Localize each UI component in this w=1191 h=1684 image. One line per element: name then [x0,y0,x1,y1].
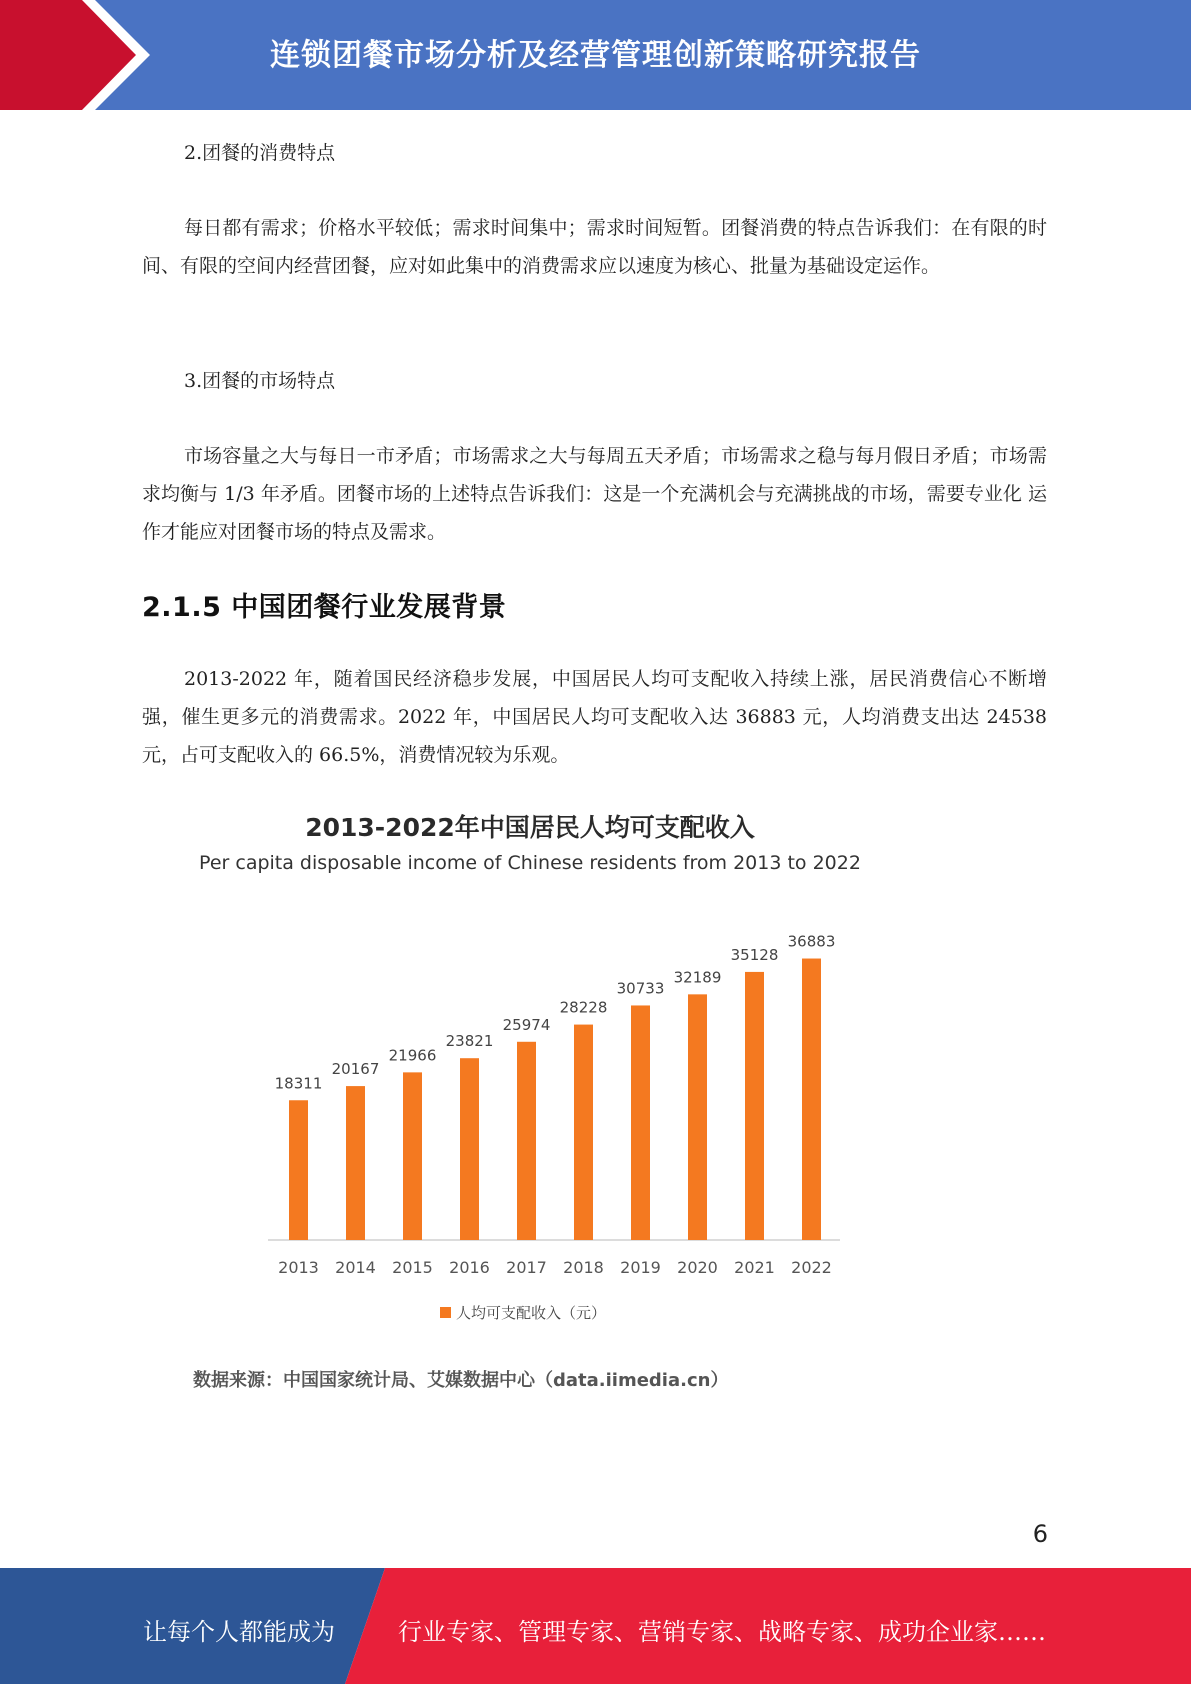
bar-2018 [574,1025,593,1240]
data-label-2013: 18311 [274,1074,323,1093]
bar-2015 [403,1072,422,1240]
footer-slogan-left: 让每个人都能成为 [143,1618,335,1646]
x-tick-2021: 2021 [734,1258,775,1277]
data-label-2015: 21966 [388,1046,437,1065]
section-heading: 2.1.5 中国团餐行业发展背景 [142,592,507,623]
data-label-2016: 23821 [445,1032,494,1051]
x-tick-2013: 2013 [278,1258,319,1277]
report-title: 连锁团餐市场分析及经营管理创新策略研究报告 [270,38,921,73]
paragraph-background: 2013-2022 年，随着国民经济稳步发展，中国居民人均可支配收入持续上涨，居民消费信心不断增强，催生更多元的消费需求。2022 年，中国居民人均可支配收入达 36883 元，人均消费支出达 24538 元，占可支配收入的 66.5%，消费情况较为乐观。 [142,668,1047,766]
bar-2017 [517,1042,536,1240]
bar-2022 [802,959,821,1240]
subsection-title-2: 2.团餐的消费特点 [184,142,336,164]
subsection-title-3: 3.团餐的市场特点 [184,370,336,392]
bar-2021 [745,972,764,1240]
legend-swatch [440,1307,451,1318]
header-arrow-decoration [0,0,160,110]
x-tick-2020: 2020 [677,1258,718,1277]
data-label-2017: 25974 [502,1015,551,1034]
data-label-2021: 35128 [730,945,779,964]
x-tick-2017: 2017 [506,1258,547,1277]
x-tick-2019: 2019 [620,1258,661,1277]
x-tick-2014: 2014 [335,1258,376,1277]
x-tick-2015: 2015 [392,1258,433,1277]
x-tick-2016: 2016 [449,1258,490,1277]
page-footer [0,1568,1191,1684]
paragraph-market: 市场容量之大与每日一市矛盾；市场需求之大与每周五天矛盾；市场需求之稳与每月假日矛盾；市场需求均衡与 1/3 年矛盾。团餐市场的上述特点告诉我们：这是一个充满机会与充满挑战的市场，需要专业化 运作才能应对团餐市场的特点及需求。 [142,445,1047,543]
x-tick-2022: 2022 [791,1258,832,1277]
bar-2019 [631,1005,650,1240]
paragraph-consumption: 每日都有需求；价格水平较低；需求时间集中；需求时间短暂。团餐消费的特点告诉我们：在有限的时间、有限的空间内经营团餐，应对如此集中的消费需求应以速度为核心、批量为基础设定运作。 [142,217,1047,277]
data-label-2019: 30733 [616,979,665,998]
bar-2013 [289,1100,308,1240]
chart-title: 2013-2022年中国居民人均可支配收入 [305,813,755,842]
data-label-2014: 20167 [331,1060,380,1079]
chart-plot [180,800,900,1360]
footer-slogan-right: 行业专家、管理专家、营销专家、战略专家、成功企业家…… [398,1618,1046,1646]
x-tick-2018: 2018 [563,1258,604,1277]
chart-subtitle: Per capita disposable income of Chinese residents from 2013 to 2022 [199,852,861,874]
page-header [0,0,1191,110]
data-label-2018: 28228 [559,998,608,1017]
bar-2020 [688,994,707,1240]
income-bar-chart [180,800,900,1400]
bar-2014 [346,1086,365,1240]
page-number: 6 [1032,1520,1048,1548]
legend-label: 人均可支配收入（元） [456,1304,607,1322]
data-label-2022: 36883 [787,932,836,951]
data-source-note: 数据来源：中国国家统计局、艾媒数据中心（data.iimedia.cn） [193,1370,729,1391]
bar-2016 [460,1058,479,1240]
data-label-2020: 32189 [673,968,722,987]
